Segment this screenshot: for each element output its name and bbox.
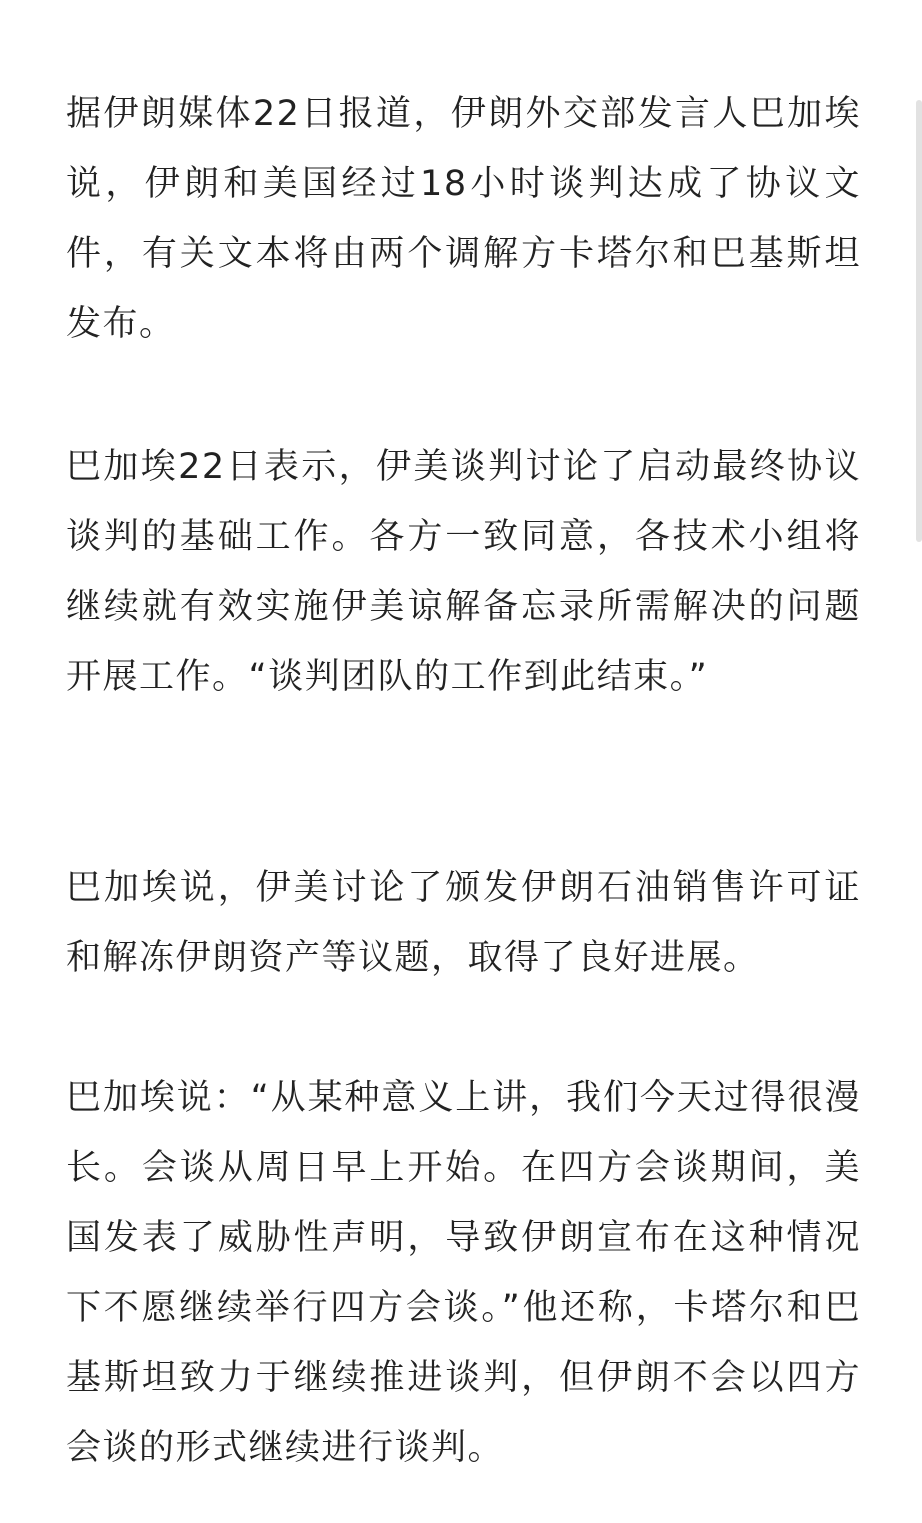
vertical-scrollbar[interactable]: [914, 0, 922, 1523]
article-paragraph-3: 巴加埃说，伊美讨论了颁发伊朗石油销售许可证和解冻伊朗资产等议题，取得了良好进展。: [66, 868, 861, 978]
scrollbar-thumb[interactable]: [916, 100, 922, 542]
article-paragraph-1: 据伊朗媒体22日报道，伊朗外交部发言人巴加埃说，伊朗和美国经过18小时谈判达成了协议文件，有关文本将由两个调解方卡塔尔和巴基斯坦发布。: [66, 94, 861, 344]
article-paragraph-4: 巴加埃说：“从某种意义上讲，我们今天过得很漫长。会谈从周日早上开始。在四方会谈期间，美国发表了威胁性声明，导致伊朗宣布在这种情况下不愿继续举行四方会谈。”他还称，卡塔尔和巴基斯坦致力于继续推进谈判，但伊朗不会以四方会谈的形式继续进行谈判。: [66, 1078, 861, 1468]
article-paragraph-2: 巴加埃22日表示，伊美谈判讨论了启动最终协议谈判的基础工作。各方一致同意，各技术小组将继续就有效实施伊美谅解备忘录所需解决的问题开展工作。“谈判团队的工作到此结束。”: [66, 447, 861, 697]
